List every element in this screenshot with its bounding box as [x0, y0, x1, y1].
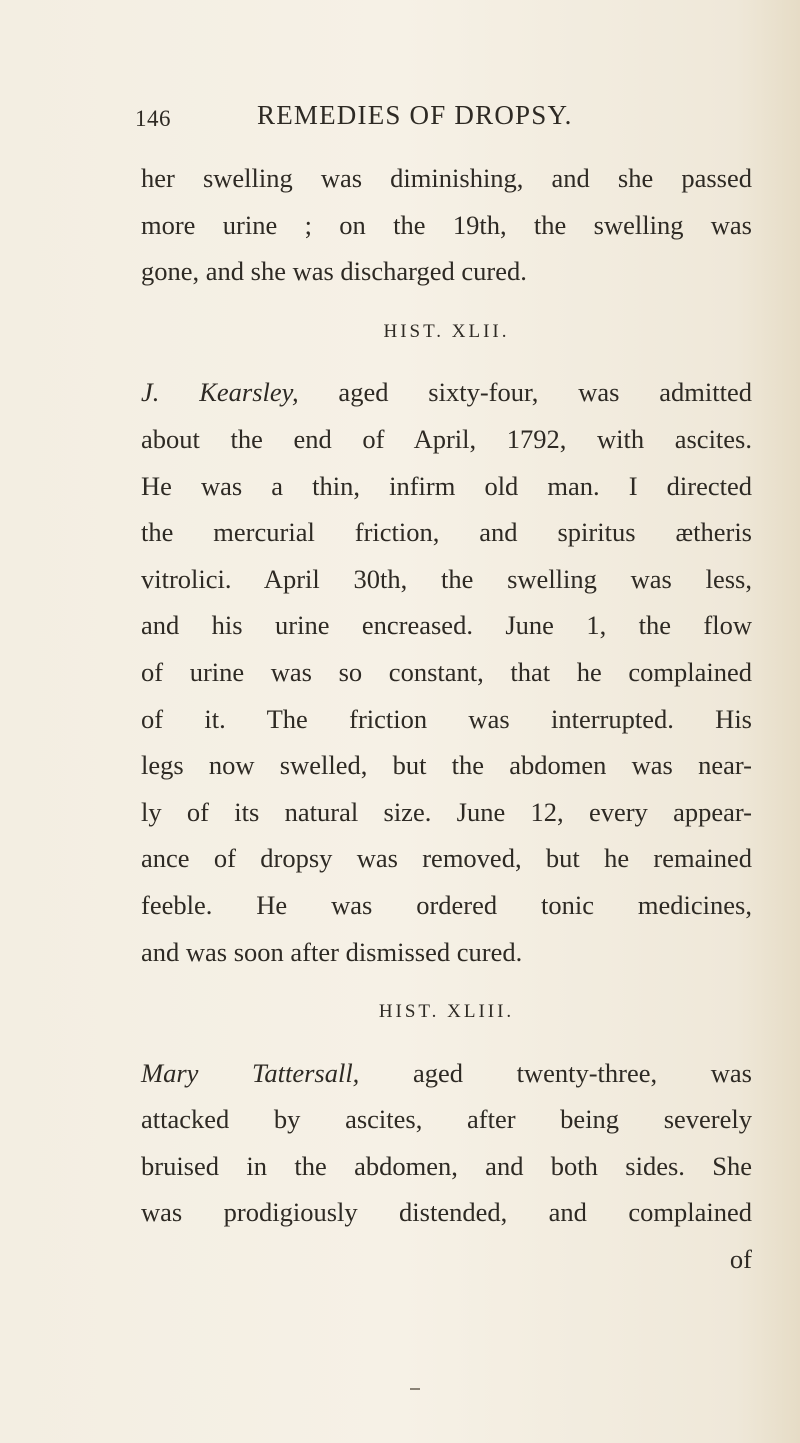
section-heading-42: HIST. XLII. [383, 320, 510, 342]
text-line: of it. The friction was interrupted. His [141, 703, 752, 734]
catchword: of [729, 1244, 752, 1275]
printer-mark [410, 1388, 420, 1390]
text-line: feeble. He was ordered tonic medicines, [141, 889, 752, 920]
text-line: attacked by ascites, after being severely [141, 1104, 752, 1135]
text-line: more urine ; on the 19th, the swelling was [141, 209, 752, 240]
section-heading-43: HIST. XLIII. [378, 1001, 515, 1023]
text-line: and his urine encreased. June 1, the flow [141, 610, 752, 641]
running-head: REMEDIES OF DROPSY. [257, 100, 573, 130]
text-line: about the end of April, 1792, with ascites. [141, 423, 752, 454]
body-text [141, 155, 752, 1283]
text-line: her swelling was diminishing, and she passed [141, 163, 752, 193]
text-line: the mercurial friction, and spiritus ætheris [141, 517, 752, 548]
text-line: vitrolici. April 30th, the swelling was less, [141, 563, 752, 594]
text-line [141, 1050, 752, 1097]
text-line: was prodigiously distended, and complained [141, 1197, 752, 1228]
text-line: gone, and she was discharged cured. [141, 256, 527, 287]
text-fragment: aged sixty-four, was admitted [298, 377, 752, 408]
paragraph-continued [141, 155, 752, 295]
text-fragment: aged twenty-three, was [359, 1057, 752, 1088]
text-line: He was a thin, infirm old man. I directed [141, 470, 752, 501]
text-line: and was soon after dismissed cured. [141, 936, 523, 967]
case-43-paragraph [141, 1050, 752, 1283]
case-42-paragraph [141, 369, 752, 975]
text-line: ly of its natural size. June 12, every appear- [141, 796, 752, 827]
text-line: of urine was so constant, that he complained [141, 656, 752, 687]
text-line: bruised in the abdomen, and both sides. She [141, 1150, 752, 1181]
patient-name: J. Kearsley, [141, 377, 299, 408]
patient-name: Mary Tattersall, [141, 1057, 360, 1088]
text-line: legs now swelled, but the abdomen was near- [141, 750, 752, 781]
text-line: ance of dropsy was removed, but he remained [141, 843, 752, 874]
page-number: 146 [135, 106, 171, 131]
page-header [135, 100, 755, 140]
text-line [141, 369, 752, 416]
